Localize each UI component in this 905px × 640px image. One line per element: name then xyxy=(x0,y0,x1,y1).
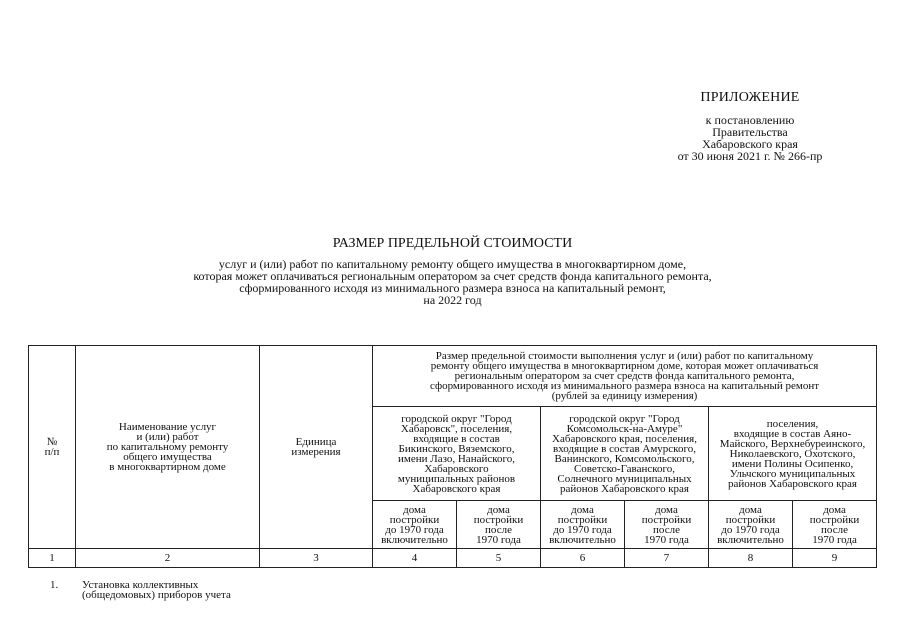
document-subtitle xyxy=(60,258,845,306)
header-name: Наименование услуг и (или) работ по капитальному ремонту общего имущества в многоквартирном доме xyxy=(76,346,260,549)
header-group: Размер предельной стоимости выполнения услуг и (или) работ по капитальному ремонту общего имущества в многоквартирном доме, которая может оплачиваться региональным оператором за счет средств фонда капитального ремонта, сформированного исходя из минимального размера взноса на капитальный ремонт (рублей за единицу измерения) xyxy=(373,346,877,407)
header-region-komsomolsk: городской округ "Город Комсомольск-на-Амуре" Хабаровского края, поселения, входящие в состав Амурского, Ванинского, Комсомольского, Советско-Гаванского, Солнечного муниципальных районов Хабаровского края xyxy=(541,407,709,501)
cost-table xyxy=(28,345,877,568)
column-number: 8 xyxy=(709,549,793,568)
header-num: № п/п xyxy=(29,346,76,549)
column-number: 1 xyxy=(29,549,76,568)
column-number-row xyxy=(29,549,877,568)
subtitle-line: сформированного исходя из минимального размера взноса на капитальный ремонт, xyxy=(239,281,666,295)
appendix-line: Хабаровского края xyxy=(702,137,798,151)
column-number: 3 xyxy=(260,549,373,568)
column-number: 7 xyxy=(625,549,709,568)
column-number: 2 xyxy=(76,549,260,568)
header-region-khabarovsk: городской округ "Город Хабаровск", поселения, входящие в состав Бикинского, Вяземского, имени Лазо, Нанайского, Хабаровского муниципальных районов Хабаровского края xyxy=(373,407,541,501)
row-number: 1. xyxy=(50,579,59,591)
appendix-title: ПРИЛОЖЕНИЕ xyxy=(700,90,800,105)
subtitle-line: которая может оплачиваться региональным оператором за счет средств фонда капитального ремонта, xyxy=(193,269,712,283)
header-before-1970: дома постройки до 1970 года включительно xyxy=(373,501,457,549)
appendix-line: к постановлению xyxy=(705,113,795,127)
header-after-1970: дома постройки после 1970 года xyxy=(793,501,877,549)
column-number: 9 xyxy=(793,549,877,568)
appendix-block xyxy=(600,90,900,162)
subtitle-line: услуг и (или) работ по капитальному ремонту общего имущества в многоквартирном доме, xyxy=(218,257,687,271)
appendix-line: от 30 июня 2021 г. № 266-пр xyxy=(677,149,823,163)
header-before-1970: дома постройки до 1970 года включительно xyxy=(541,501,625,549)
header-after-1970: дома постройки после 1970 года xyxy=(625,501,709,549)
appendix-line: Правительства xyxy=(712,125,788,139)
document-heading: РАЗМЕР ПРЕДЕЛЬНОЙ СТОИМОСТИ xyxy=(332,236,573,251)
subtitle-line: на 2022 год xyxy=(423,293,482,307)
column-number: 4 xyxy=(373,549,457,568)
column-number: 5 xyxy=(457,549,541,568)
column-number: 6 xyxy=(541,549,625,568)
header-before-1970: дома постройки до 1970 года включительно xyxy=(709,501,793,549)
header-region-other: поселения, входящие в состав Аяно- Майского, Верхнебуреинского, Николаевского, Охотского, имени Полины Осипенко, Ульчского муниципальных районов Хабаровского края xyxy=(709,407,877,501)
row-name: Установка коллективных (общедомовых) приборов учета xyxy=(82,579,231,601)
header-after-1970: дома постройки после 1970 года xyxy=(457,501,541,549)
header-unit: Единица измерения xyxy=(260,346,373,549)
